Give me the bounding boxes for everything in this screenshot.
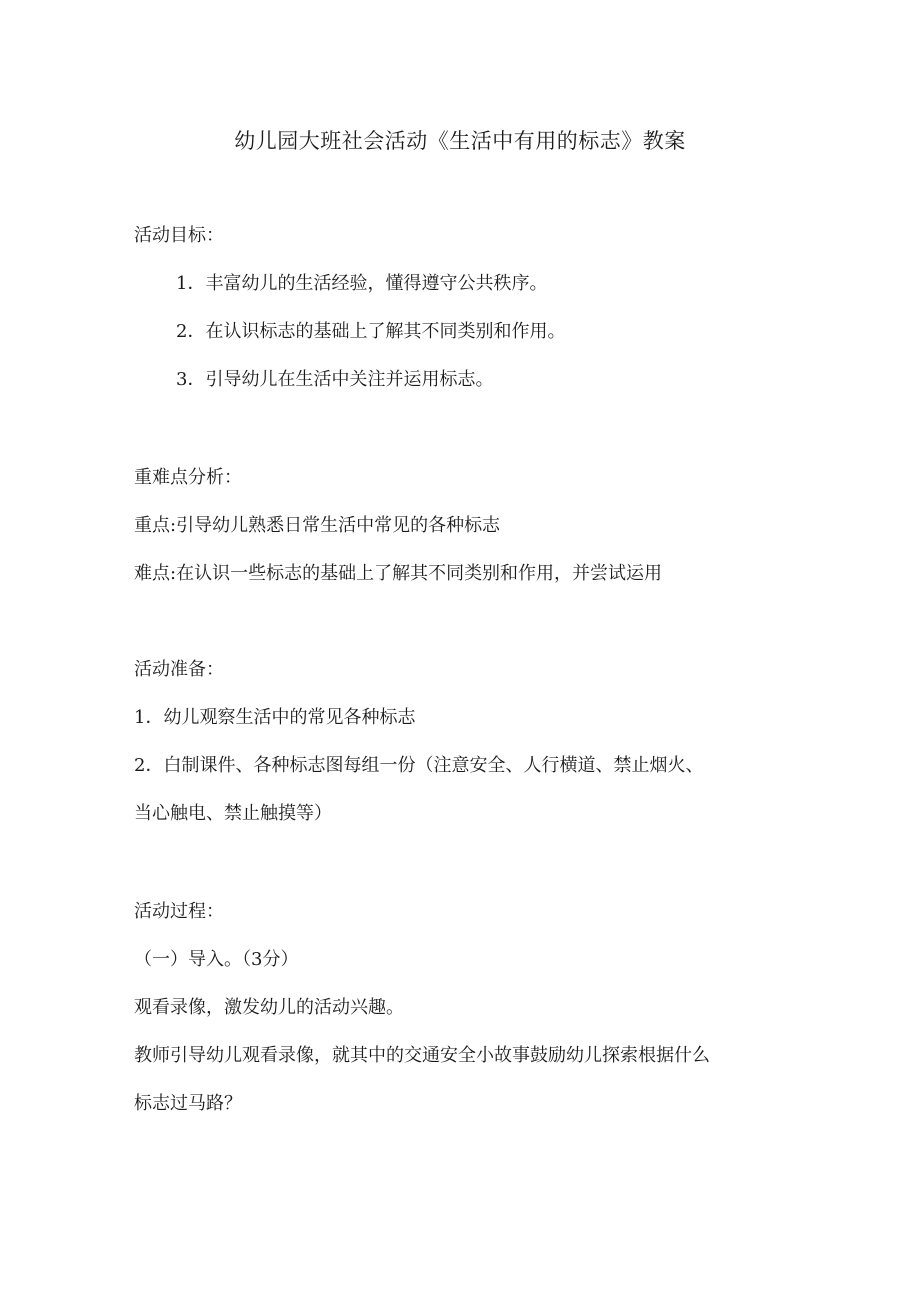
goal-item-1: 1．丰富幼儿的生活经验，懂得遵守公共秩序。 (176, 273, 548, 294)
goals-heading: 活动目标： (134, 225, 224, 246)
process-teacher-line-1: 教师引导幼儿观看录像，就其中的交通安全小故事鼓励幼儿探索根据什么 (134, 1045, 710, 1066)
goal-item-3: 3．引导幼儿在生活中关注并运用标志。 (176, 369, 494, 390)
document-title: 幼儿园大班社会活动《生活中有用的标志》教案 (234, 129, 686, 153)
preparation-heading: 活动准备： (134, 659, 224, 680)
process-heading: 活动过程： (134, 901, 224, 922)
key-point-focus: 重点:引导幼儿熟悉日常生活中常见的各种标志 (134, 515, 501, 536)
process-step-1-description: 观看录像，激发幼儿的活动兴趣。 (134, 997, 404, 1018)
key-point-difficulty: 难点:在认识一些标志的基础上了解其不同类别和作用，并尝试运用 (134, 563, 663, 584)
preparation-item-2-line-1: 2．白制课件、各种标志图每组一份（注意安全、人行横道、禁止烟火、 (134, 755, 704, 776)
key-points-heading: 重难点分析： (134, 467, 242, 488)
goal-item-2: 2．在认识标志的基础上了解其不同类别和作用。 (176, 321, 566, 342)
preparation-item-2-line-2: 当心触电、禁止触摸等） (134, 803, 332, 824)
process-step-1: （一）导入。（3分） (134, 949, 299, 970)
preparation-item-1: 1．幼儿观察生活中的常见各种标志 (134, 707, 416, 728)
process-teacher-line-2: 标志过马路？ (134, 1093, 242, 1114)
